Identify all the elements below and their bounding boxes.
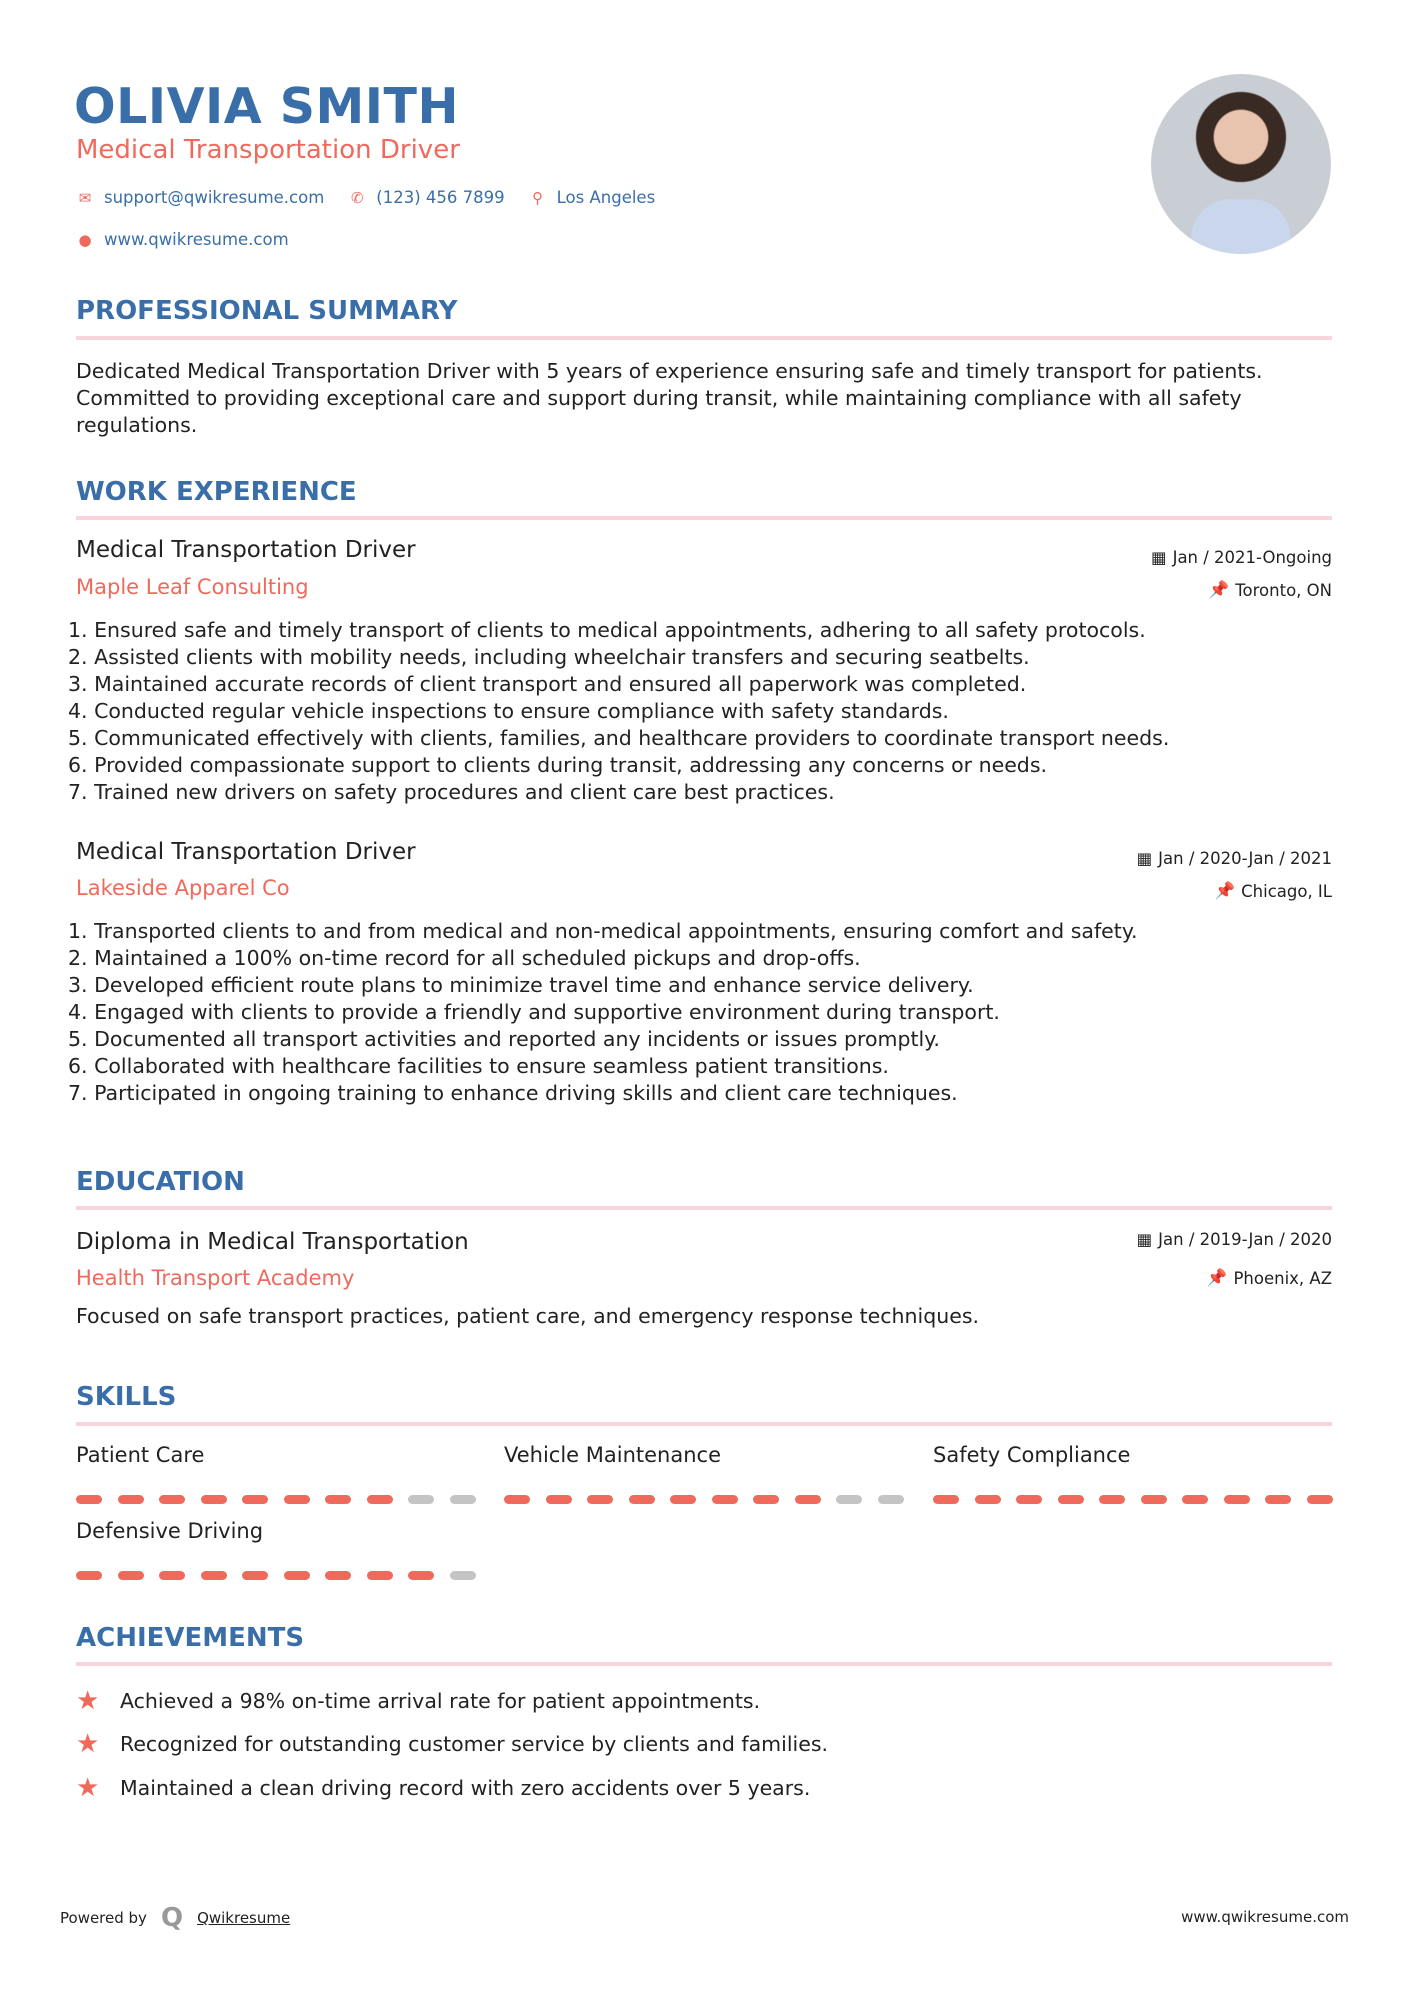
brand-link[interactable]: Qwikresume bbox=[197, 1909, 291, 1927]
job-date-2 bbox=[1137, 849, 1332, 868]
achievement-item bbox=[76, 1729, 828, 1759]
skill-name: Defensive Driving bbox=[76, 1519, 264, 1543]
location-text: Chicago, IL bbox=[1241, 881, 1332, 901]
rating-dot-filled bbox=[201, 1571, 227, 1580]
rating-dot-filled bbox=[118, 1571, 144, 1580]
rating-dot-filled bbox=[629, 1495, 655, 1504]
list-item: 2. Maintained a 100% on-time record for all scheduled pickups and drop-offs. bbox=[68, 946, 861, 970]
job-title: Medical Transportation Driver bbox=[76, 135, 460, 165]
skill-rating bbox=[76, 1571, 476, 1580]
list-item: 1. Transported clients to and from medical and non-medical appointments, ensuring comfort and safety. bbox=[68, 919, 1138, 943]
achievement-text: Recognized for outstanding customer service by clients and families. bbox=[120, 1732, 829, 1756]
job-location-2 bbox=[1215, 881, 1332, 901]
date-text: Jan / 2019-Jan / 2020 bbox=[1158, 1230, 1332, 1249]
qwikresume-logo-icon: Q bbox=[160, 1903, 184, 1933]
footer-website[interactable]: www.qwikresume.com bbox=[1181, 1908, 1349, 1926]
rating-dot-filled bbox=[76, 1495, 102, 1504]
rating-dot-filled bbox=[1141, 1495, 1167, 1504]
divider bbox=[76, 1422, 1332, 1426]
rating-dot-filled bbox=[1099, 1495, 1125, 1504]
company-2: Lakeside Apparel Co bbox=[76, 876, 290, 900]
footer-powered bbox=[60, 1903, 290, 1933]
pin-icon: 📌 bbox=[1214, 881, 1236, 900]
contact-row bbox=[76, 188, 669, 207]
star-icon: ★ bbox=[76, 1686, 100, 1716]
degree: Diploma in Medical Transportation bbox=[76, 1229, 469, 1255]
rating-dot-filled bbox=[1265, 1495, 1291, 1504]
location-text: Toronto, ON bbox=[1235, 580, 1332, 600]
star-icon: ★ bbox=[76, 1773, 100, 1803]
location-text: Los Angeles bbox=[556, 188, 656, 207]
rating-dot-filled bbox=[76, 1571, 102, 1580]
pin-icon: 📌 bbox=[1206, 1268, 1228, 1287]
rating-dot-filled bbox=[284, 1571, 310, 1580]
rating-dot-empty bbox=[408, 1495, 434, 1504]
divider bbox=[76, 516, 1332, 520]
education-date bbox=[1137, 1230, 1332, 1249]
school: Health Transport Academy bbox=[76, 1266, 355, 1290]
list-item: 3. Maintained accurate records of client transport and ensured all paperwork was completed. bbox=[68, 672, 1027, 696]
rating-dot-filled bbox=[118, 1495, 144, 1504]
education-description: Focused on safe transport practices, patient care, and emergency response techniques. bbox=[76, 1304, 980, 1328]
skill-rating bbox=[504, 1495, 904, 1504]
rating-dot-empty bbox=[450, 1495, 476, 1504]
skill-rating bbox=[76, 1495, 476, 1504]
list-item: 4. Conducted regular vehicle inspections to ensure compliance with safety standards. bbox=[68, 699, 949, 723]
skill-rating bbox=[933, 1495, 1333, 1504]
rating-dot-filled bbox=[159, 1571, 185, 1580]
achievement-item bbox=[76, 1686, 760, 1716]
pin-icon: 📌 bbox=[1208, 580, 1230, 599]
skill-name: Safety Compliance bbox=[933, 1443, 1131, 1467]
rating-dot-filled bbox=[1182, 1495, 1208, 1504]
rating-dot-filled bbox=[284, 1495, 310, 1504]
list-item: 5. Documented all transport activities and reported any incidents or issues promptly. bbox=[68, 1027, 940, 1051]
list-item: 6. Collaborated with healthcare facilities to ensure seamless patient transitions. bbox=[68, 1054, 889, 1078]
education-location bbox=[1207, 1268, 1332, 1288]
date-text: Jan / 2021-Ongoing bbox=[1172, 548, 1332, 567]
rating-dot-filled bbox=[712, 1495, 738, 1504]
rating-dot-filled bbox=[367, 1571, 393, 1580]
divider bbox=[76, 336, 1332, 340]
candidate-name: OLIVIA SMITH bbox=[74, 78, 459, 135]
list-item: 1. Ensured safe and timely transport of clients to medical appointments, adhering to all safety protocols. bbox=[68, 618, 1146, 642]
website-link[interactable]: www.qwikresume.com bbox=[104, 230, 289, 249]
rating-dot-filled bbox=[1307, 1495, 1333, 1504]
powered-by-text: Powered by bbox=[60, 1909, 147, 1927]
rating-dot-filled bbox=[1016, 1495, 1042, 1504]
rating-dot-filled bbox=[408, 1571, 434, 1580]
globe-icon: ● bbox=[78, 230, 92, 249]
skill-item bbox=[76, 1443, 476, 1504]
phone-text: (123) 456 7899 bbox=[376, 188, 505, 207]
achievement-text: Achieved a 98% on-time arrival rate for patient appointments. bbox=[120, 1689, 761, 1713]
date-text: Jan / 2020-Jan / 2021 bbox=[1158, 849, 1332, 868]
calendar-icon: ▦ bbox=[1150, 548, 1167, 567]
calendar-icon: ▦ bbox=[1136, 849, 1153, 868]
star-icon: ★ bbox=[76, 1729, 100, 1759]
rating-dot-filled bbox=[325, 1571, 351, 1580]
list-item: 2. Assisted clients with mobility needs, including wheelchair transfers and securing seatbelts. bbox=[68, 645, 1030, 669]
rating-dot-filled bbox=[242, 1495, 268, 1504]
rating-dot-filled bbox=[546, 1495, 572, 1504]
envelope-icon: ✉ bbox=[78, 188, 92, 207]
list-item: 7. Trained new drivers on safety procedures and client care best practices. bbox=[68, 780, 835, 804]
company-1: Maple Leaf Consulting bbox=[76, 575, 309, 599]
divider bbox=[76, 1662, 1332, 1666]
profile-photo bbox=[1151, 74, 1331, 254]
rating-dot-filled bbox=[201, 1495, 227, 1504]
rating-dot-filled bbox=[587, 1495, 613, 1504]
achievement-item bbox=[76, 1773, 810, 1803]
job-date-1 bbox=[1151, 548, 1332, 567]
achievements-heading: ACHIEVEMENTS bbox=[76, 1623, 305, 1653]
rating-dot-filled bbox=[795, 1495, 821, 1504]
job-bullets-2 bbox=[68, 918, 1138, 1107]
skill-item bbox=[76, 1519, 476, 1580]
skill-item bbox=[504, 1443, 904, 1504]
rating-dot-empty bbox=[450, 1571, 476, 1580]
location-text: Phoenix, AZ bbox=[1233, 1268, 1332, 1288]
job-location-1 bbox=[1209, 580, 1332, 600]
summary-text: Dedicated Medical Transportation Driver with 5 years of experience ensuring safe and timely transport for patients. Committed to providing exceptional care and support during transit, while maintaining compliance with all safety regulations. bbox=[76, 359, 1263, 437]
skill-item bbox=[933, 1443, 1333, 1504]
rating-dot-empty bbox=[878, 1495, 904, 1504]
skill-name: Vehicle Maintenance bbox=[504, 1443, 722, 1467]
experience-heading: WORK EXPERIENCE bbox=[76, 477, 357, 507]
summary-heading: PROFESSIONAL SUMMARY bbox=[76, 296, 458, 326]
education-heading: EDUCATION bbox=[76, 1167, 245, 1197]
rating-dot-filled bbox=[325, 1495, 351, 1504]
achievement-text: Maintained a clean driving record with zero accidents over 5 years. bbox=[120, 1776, 811, 1800]
list-item: 3. Developed efficient route plans to minimize travel time and enhance service delivery. bbox=[68, 973, 974, 997]
list-item: 5. Communicated effectively with clients, families, and healthcare providers to coordinate transport needs. bbox=[68, 726, 1170, 750]
rating-dot-filled bbox=[670, 1495, 696, 1504]
website-row bbox=[76, 230, 303, 249]
skill-name: Patient Care bbox=[76, 1443, 205, 1467]
email-link[interactable]: support@qwikresume.com bbox=[104, 188, 325, 207]
rating-dot-filled bbox=[933, 1495, 959, 1504]
divider bbox=[76, 1206, 1332, 1210]
rating-dot-filled bbox=[159, 1495, 185, 1504]
rating-dot-filled bbox=[367, 1495, 393, 1504]
rating-dot-filled bbox=[753, 1495, 779, 1504]
phone-icon: ✆ bbox=[351, 188, 364, 207]
rating-dot-filled bbox=[1224, 1495, 1250, 1504]
rating-dot-empty bbox=[836, 1495, 862, 1504]
rating-dot-filled bbox=[242, 1571, 268, 1580]
rating-dot-filled bbox=[504, 1495, 530, 1504]
rating-dot-filled bbox=[1058, 1495, 1084, 1504]
list-item: 7. Participated in ongoing training to enhance driving skills and client care techniques. bbox=[68, 1081, 958, 1105]
job-title-2: Medical Transportation Driver bbox=[76, 839, 416, 865]
job-bullets-1 bbox=[68, 617, 1169, 806]
list-item: 6. Provided compassionate support to clients during transit, addressing any concerns or needs. bbox=[68, 753, 1048, 777]
rating-dot-filled bbox=[975, 1495, 1001, 1504]
calendar-icon: ▦ bbox=[1136, 1230, 1153, 1249]
job-title-1: Medical Transportation Driver bbox=[76, 537, 416, 563]
map-pin-icon: ⚲ bbox=[532, 188, 544, 207]
skills-heading: SKILLS bbox=[76, 1382, 177, 1412]
list-item: 4. Engaged with clients to provide a friendly and supportive environment during transport. bbox=[68, 1000, 1000, 1024]
